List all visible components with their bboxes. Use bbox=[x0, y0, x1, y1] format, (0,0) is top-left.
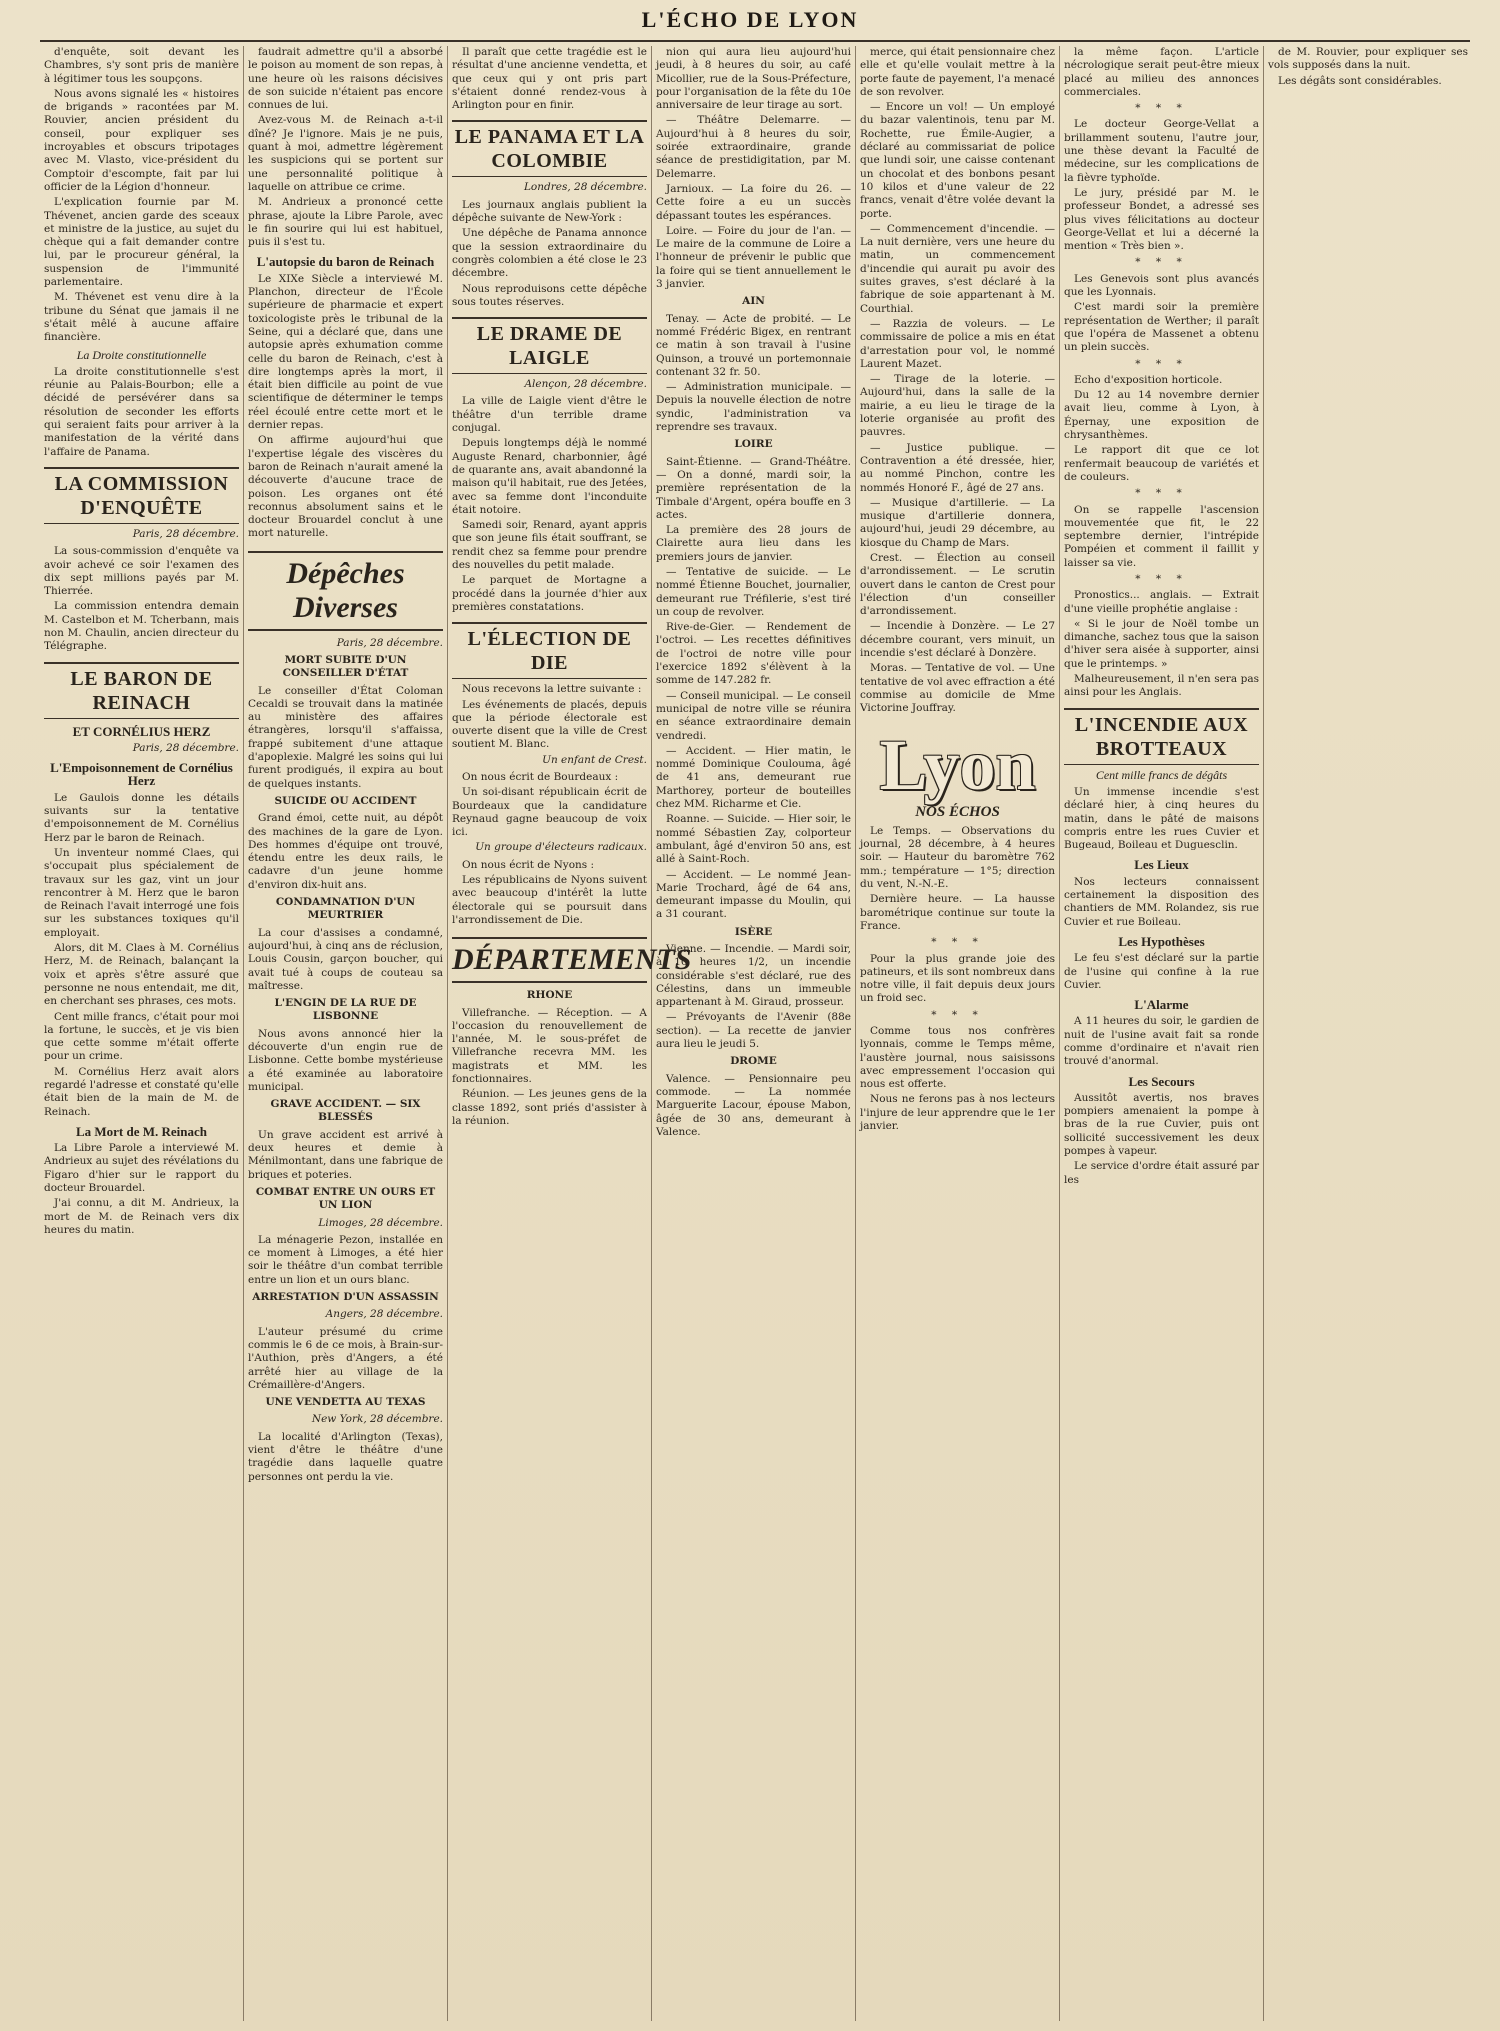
subhead: GRAVE ACCIDENT. — SIX BLESSÉS bbox=[270, 1098, 421, 1124]
subhead: MORT SUBITE D'UN CONSEILLER D'ÉTAT bbox=[282, 653, 409, 680]
paragraph: Il paraît que cette tragédie est le résultat d'une ancienne vendetta, et que ceux qui y ont pris part s'étaient donné rendez-vous à Arlington pour en finir. bbox=[452, 46, 647, 112]
paragraph: Le conseiller d'État Coloman Cecaldi se trouvait dans la matinée au ministère des affaires étrangères, lorsqu'il s'affaissa, frappé subitement d'une attaque d'apoplexie. Malgré les soins qui lui furent prodigués, il expira au bout de quelques instants. bbox=[248, 684, 443, 790]
headline-depeches: Dépêches Diverses bbox=[248, 551, 443, 631]
paragraph: — Théâtre Delemarre. — Aujourd'hui à 8 heures du soir, soirée extraordinaire, grande séance de prestidigitation, par M. Delemarre. bbox=[656, 114, 851, 180]
paragraph: — Conseil municipal. — Le conseil municipal de notre ville se réunira en séance extraordinaire demain vendredi. bbox=[656, 689, 851, 742]
paragraph: — Razzia de voleurs. — Le commissaire de police a mis en état d'arrestation pour vol, le nommé Laurent Mazet. bbox=[860, 317, 1055, 370]
paragraph: Le rapport dit que ce lot renfermait beaucoup de variétés et de couleurs. bbox=[1064, 444, 1259, 483]
paragraph: Pronostics... anglais. — Extrait d'une vieille prophétie anglaise : bbox=[1064, 589, 1259, 615]
paragraph: « Si le jour de Noël tombe un dimanche, sachez tous que la saison d'hiver sera aisée à supporter, ainsi que le printemps. » bbox=[1064, 617, 1259, 670]
paragraph: Le XIXe Siècle a interviewé M. Planchon, directeur de l'École supérieure de pharmacie et expert toxicologiste près le tribunal de la Seine, qui a déclaré que, dans une autopsie après exhumation comme celle du baron de Reinach, c'est à dire longtemps après la mort, il était bien difficile au point de vue scientifique de déterminer le temps réel écoulé entre cette mort et le dernier repas. bbox=[248, 272, 443, 432]
paragraph: — Accident. — Le nommé Jean-Marie Trochard, âgé de 64 ans, demeurant impasse du Moulin, qui a 31 courant. bbox=[656, 868, 851, 921]
paragraph: Les dégâts sont considérables. bbox=[1278, 74, 1442, 87]
paragraph: Aussitôt avertis, nos braves pompiers amenaient la pompe à bras de la rue Cuvier, puis ont sollicité successivement les deux pompes à vapeur. bbox=[1064, 1091, 1259, 1158]
paragraph: Une dépêche de Panama annonce que la session extraordinaire du congrès colombien a été close le 23 décembre. bbox=[452, 227, 647, 280]
paragraph: Grand émoi, cette nuit, au dépôt des machines de la gare de Lyon. Des hommes d'équipe ont trouvé, étendu entre les deux rails, le cadavre d'un jeune homme d'environ dix-huit ans. bbox=[248, 812, 443, 891]
paragraph: La Libre Parole a interviewé M. Andrieux au sujet des révélations du Figaro d'hier sur le rapport du docteur Brouardel. bbox=[44, 1142, 239, 1195]
paragraph: Le jury, présidé par M. le professeur Bondet, a adressé ses plus vives félicitations au docteur George-Vellat et lui a décerné la mention « Très bien ». bbox=[1064, 186, 1259, 253]
paragraph: Un soi-disant républicain écrit de Bourdeaux que la candidature Reynaud gagne beaucoup de voix ici. bbox=[452, 786, 647, 839]
paragraph: Loire. — Foire du jour de l'an. — Le maire de la commune de Loire a l'honneur de prévenir le public que la foire qui se tient annuellement le 3 janvier. bbox=[656, 224, 851, 291]
dateline: New York, 28 décembre. bbox=[311, 1413, 443, 1426]
subhead: ARRESTATION D'UN ASSASSIN bbox=[252, 1291, 439, 1304]
paragraph: Nous avons signalé les « histoires de brigands » racontées par M. Rouvier, ancien président du conseil, pour expliquer ses incroyables et obscurs tripotages avec M. Vlasto, vice-président du Comptoir d'escompte, fait par lui officier de la Légion d'honneur. bbox=[44, 87, 239, 193]
paragraph: Samedi soir, Renard, ayant appris que son jeune fils était souffrant, se rendit chez sa femme pour prendre des nouvelles du petit malade. bbox=[452, 519, 647, 572]
dateline: Limoges, 28 décembre. bbox=[318, 1216, 443, 1229]
paragraph: Les journaux anglais publient la dépêche suivante de New-York : bbox=[452, 198, 647, 225]
subhead: SUICIDE OU ACCIDENT bbox=[274, 794, 417, 807]
paragraph: Saint-Étienne. — Grand-Théâtre. — On a donné, mardi soir, la première représentation de la Timbale d'Argent, opéra bouffe en 3 actes. bbox=[656, 455, 851, 521]
paragraph: nion qui aura lieu aujourd'hui jeudi, à 8 heures du soir, au café Micollier, rue de la Sous-Préfecture, pour l'organisation de la fête du 10e anniversaire de leur tirage au sort. bbox=[656, 46, 851, 112]
paragraph: Rive-de-Gier. — Rendement de l'octroi. — Les recettes définitives de l'octroi de notre ville pour l'exercice 1892 s'élèvent à la somme de 147.282 fr. bbox=[656, 621, 851, 687]
columns bbox=[40, 46, 1472, 2021]
headline-election: L'ÉLECTION DE DIE bbox=[452, 622, 647, 679]
headline-commission: LA COMMISSION D'ENQUÊTE bbox=[44, 467, 239, 524]
column-5 bbox=[856, 46, 1060, 2021]
paragraph: On affirme aujourd'hui que l'expertise légale des viscères du baron de Reinach n'aurait amené la découverte d'aucune trace de poison. Les organes ont été reconnus absolument sains et le docteur Brouardel conclut à une mort naturelle. bbox=[248, 434, 443, 540]
paragraph: La cour d'assises a condamné, aujourd'hui, à cinq ans de réclusion, Louis Cousin, garçon boucher, qui avait tué à coups de couteau sa maîtresse. bbox=[248, 926, 443, 992]
paragraph: Moras. — Tentative de vol. — Une tentative de vol avec effraction a été commise au domicile de Mme Victorine Jouffray. bbox=[860, 662, 1055, 715]
paragraph: Réunion. — Les jeunes gens de la classe 1892, sont priés d'assister à la réunion. bbox=[452, 1088, 647, 1127]
section-title: Les Hypothèses bbox=[1118, 933, 1205, 949]
paragraph: — Tirage de la loterie. — Aujourd'hui, dans la salle de la mairie, a eu lieu le tirage de la loterie organisée au profit des pauvres. bbox=[860, 373, 1055, 439]
dateline: Paris, 28 décembre. bbox=[132, 527, 239, 540]
paragraph: — Incendie à Donzère. — Le 27 décembre courant, vers minuit, un incendie s'est déclaré à Donzère. bbox=[860, 620, 1055, 660]
paragraph: A 11 heures du soir, le gardien de nuit de l'usine avait fait sa ronde comme d'ordinaire et n'avait rien trouvé d'anormal. bbox=[1064, 1015, 1259, 1068]
paragraph: La sous-commission d'enquête va avoir achevé ce soir l'examen des dix sept millions payés par M. Thierrée. bbox=[44, 545, 239, 598]
paragraph: Nous avons annoncé hier la découverte d'un engin rue de Lisbonne. Cette bombe mystérieuse a été examinée au laboratoire municipal. bbox=[248, 1027, 443, 1093]
column-6 bbox=[1060, 46, 1264, 2021]
paragraph: d'enquête, soit devant les Chambres, s'y sont pris de manière à légitimer tous les soupçons. bbox=[44, 46, 239, 85]
subhead: UNE VENDETTA AU TEXAS bbox=[265, 1396, 426, 1409]
headline-reinach: LE BARON DE REINACH bbox=[44, 662, 239, 719]
column-3 bbox=[448, 46, 692, 2021]
separator: * * * bbox=[1135, 256, 1188, 269]
paragraph: La commission entendra demain M. Castelbon et M. Tcherbann, mais non M. Chaulin, ancien directeur du Télégraphe. bbox=[44, 600, 239, 653]
paragraph: Le Gaulois donne les détails suivants sur la tentative d'empoisonnement de M. Cornélius Herz par le baron de Reinach. bbox=[44, 791, 239, 844]
paragraph: Le Temps. — Observations du journal, 28 décembre, à 4 heures soir. — Hauteur du baromètre 762 mm.; température — 1°5; direction du vent, N.-N.-E. bbox=[860, 824, 1055, 891]
subheadline: ET CORNÉLIUS HERZ bbox=[72, 723, 211, 739]
paragraph: la même façon. L'article nécrologique serait peut-être mieux placé au milieu des annonces commerciales. bbox=[1064, 46, 1259, 98]
paragraph: — Justice publique. — Contravention a été dressée, hier, au nommé Pinchon, contre les nommés Honoré F., âgé de 27 ans. bbox=[860, 441, 1055, 494]
separator: * * * bbox=[1135, 102, 1188, 115]
paragraph: On nous écrit de Nyons : bbox=[462, 858, 595, 871]
dateline: Alençon, 28 décembre. bbox=[524, 378, 647, 391]
subheadline: Cent mille francs de dégâts bbox=[1095, 767, 1228, 782]
paragraph: Les Genevois sont plus avancés que les Lyonnais. bbox=[1064, 272, 1259, 299]
paragraph: — Accident. — Hier matin, le nommé Dominique Coulouma, âgé de 41 ans, demeurant rue Marthorey, porteur de bouteilles chez MM. Richarme et Cie. bbox=[656, 744, 851, 811]
paragraph: — Prévoyants de l'Avenir (88e section). — La recette de janvier aura lieu le jeudi 5. bbox=[656, 1011, 851, 1051]
paragraph: — Commencement d'incendie. — La nuit dernière, vers une heure du matin, un commencement d'incendie qui aurait pu avoir des suites graves, s'est déclaré à la fabrique de soie appartenant à M. Courthial. bbox=[860, 222, 1055, 315]
masthead: L'ÉCHO DE LYON bbox=[641, 7, 859, 32]
section-title: Les Secours bbox=[1128, 1073, 1195, 1089]
paragraph: La ville de Laigle vient d'être le théâtre d'un terrible drame conjugal. bbox=[452, 395, 647, 435]
paragraph: Nous reproduisons cette dépêche sous toutes réserves. bbox=[452, 282, 647, 308]
paragraph: Le service d'ordre était assuré par les bbox=[1064, 1160, 1259, 1186]
paragraph: Avez-vous M. de Reinach a-t-il dîné? Je l'ignore. Mais je ne puis, quant à moi, admettre légèrement les suspicions qui se portent sur une personnalité politique à laquelle on attribue ce crime. bbox=[248, 114, 443, 193]
separator: * * * bbox=[1135, 357, 1188, 370]
paragraph: Un inventeur nommé Claes, qui s'occupait plus spécialement de travaux sur les gaz, vint un jour rencontrer à M. Herz que le baron de Reinach l'avait interrogé une fois sur les substances toxiques qu'il employait. bbox=[44, 846, 239, 939]
paragraph: On nous écrit de Bourdeaux : bbox=[462, 770, 619, 783]
paragraph: Crest. — Élection au conseil d'arrondissement. — Le scrutin ouvert dans le canton de Crest pour l'élection d'un conseiller d'arrondissement. bbox=[860, 551, 1055, 618]
subhead: CONDAMNATION D'UN MEURTRIER bbox=[275, 896, 416, 922]
paragraph: Tenay. — Acte de probité. — Le nommé Frédéric Bigex, en rentrant ce matin à son travail à l'usine Quinson, a trouvé un portemonnaie contenant 32 fr. 50. bbox=[656, 312, 851, 378]
paragraph: Roanne. — Suicide. — Hier soir, le nommé Sébastien Zay, colporteur ambulant, âgé d'environ 50 ans, est allé à Saint-Roch. bbox=[656, 813, 851, 866]
paragraph: Le feu s'est déclaré sur la partie de l'usine qui confine à la rue Cuvier. bbox=[1064, 952, 1259, 991]
separator: * * * bbox=[931, 1008, 984, 1021]
paragraph: M. Thévenet est venu dire à la tribune du Sénat que jamais il ne s'était mêlé à aucune affaire financière. bbox=[44, 291, 239, 344]
section-title: La Mort de M. Reinach bbox=[75, 1123, 208, 1139]
paragraph: Cent mille francs, c'était pour moi la fortune, le succès, et je vis bien que cette somme m'était offerte pour un crime. bbox=[44, 1010, 239, 1063]
paragraph: merce, qui était pensionnaire chez elle et qu'elle voulait mettre à la porte faute de payement, l'a menacé de son revolver. bbox=[860, 46, 1055, 98]
column-1 bbox=[40, 46, 244, 2021]
paragraph: M. Cornélius Herz avait alors regardé l'adresse et constaté qu'elle était bien de la main de M. de Reinach. bbox=[44, 1065, 239, 1118]
paragraph: Alors, dit M. Claes à M. Cornélius Herz, M. de Reinach, balançant la voix et après s'être assuré que personne ne nous entendait, me dit, en cherchant ses phrases, ces mots. bbox=[44, 942, 239, 1008]
paragraph: On se rappelle l'ascension mouvementée que fit, le 22 septembre dernier, l'intrépide Pompéien et comment il faillit y laisser sa vie. bbox=[1064, 503, 1259, 569]
paragraph: Le parquet de Mortagne a procédé dans la journée d'hier aux premières constatations. bbox=[452, 574, 647, 613]
section-title: L'Empoisonnement de Cornélius Herz bbox=[50, 760, 233, 789]
paragraph: Dernière heure. — La hausse barométrique continue sur toute la France. bbox=[860, 893, 1055, 932]
headline-departements: DÉPARTEMENTS bbox=[452, 937, 647, 983]
paragraph: — Musique d'artillerie. — La musique d'artillerie donnera, aujourd'hui, jeudi 29 décembre, au kiosque du Champ de Mars. bbox=[860, 496, 1055, 549]
dateline: Angers, 28 décembre. bbox=[325, 1308, 443, 1321]
separator: * * * bbox=[1135, 572, 1188, 585]
paragraph: La droite constitutionnelle s'est réunie au Palais-Bourbon; elle a décidé de persévérer dans sa résolution de seconder les efforts qui seraient faits pour arriver à la manifestation de la vérité dans l'affaire de Panama. bbox=[44, 365, 239, 458]
paragraph: C'est mardi soir la première représentation de Werther; il paraît que l'opéra de Massenet a obtenu un plein succès. bbox=[1064, 301, 1259, 354]
paragraph: M. Andrieux a prononcé cette phrase, ajoute la Libre Parole, avec le fin sourire qui lui est habituel, puis il s'est tu. bbox=[248, 196, 443, 249]
signature: Un groupe d'électeurs radicaux. bbox=[475, 841, 647, 854]
separator: * * * bbox=[1135, 487, 1188, 500]
paragraph: Echo d'exposition horticole. bbox=[1074, 373, 1223, 386]
headline-incendie: L'INCENDIE AUX BROTTEAUX bbox=[1064, 708, 1259, 765]
paragraph: Nous recevons la lettre suivante : bbox=[462, 683, 642, 696]
region-label: DROME bbox=[730, 1055, 777, 1068]
paragraph: Villefranche. — Réception. — A l'occasion du renouvellement de l'année, M. le sous-préfet de Villefranche recevra MM. les magistrats et MM. les fonctionnaires. bbox=[452, 1006, 647, 1086]
paragraph: Le docteur George-Vellat a brillamment soutenu, l'autre jour, une thèse devant la Faculté de médecine, sur les complications de la fièvre typhoïde. bbox=[1064, 118, 1259, 184]
masthead-rule bbox=[40, 40, 1470, 42]
paragraph: Comme tous nos confrères lyonnais, comme le Temps même, l'austère journal, nous saisissons avec empressement l'occasion qui nous est offerte. bbox=[860, 1025, 1055, 1091]
region-label: ISÈRE bbox=[734, 925, 773, 938]
paragraph: Du 12 au 14 novembre dernier avait lieu, comme à Lyon, à Épernay, une exposition de chrysanthèmes. bbox=[1064, 389, 1259, 442]
paragraph: Nous ne ferons pas à nos lecteurs l'injure de leur apprendre que le 1er janvier. bbox=[860, 1093, 1055, 1133]
paragraph: Vienne. — Incendie. — Mardi soir, à 10 heures 1/2, un incendie considérable s'est déclaré, rue des Célestins, dans un immeuble appartenant à M. Giraud, prosseur. bbox=[656, 943, 851, 1009]
paragraph: — Tentative de suicide. — Le nommé Étienne Bouchet, journalier, demeurant rue Tréfilerie, s'est tiré un coup de revolver. bbox=[656, 565, 851, 618]
region-label: LOIRE bbox=[734, 438, 773, 451]
paragraph: L'explication fournie par M. Thévenet, ancien garde des sceaux et ministre de la justice, au sujet du chèque qui a fait demander contre lui, par le procureur général, la suspension de l'immunité parlementaire. bbox=[44, 196, 239, 289]
column-7 bbox=[1264, 46, 1472, 2021]
paragraph: Jarnioux. — La foire du 26. — Cette foire a eu un succès dépassant toutes les espérances. bbox=[656, 182, 851, 222]
dateline: Paris, 28 décembre. bbox=[132, 741, 239, 754]
paragraph: J'ai connu, a dit M. Andrieux, la mort de M. de Reinach vers dix heures du matin. bbox=[44, 1197, 239, 1236]
paragraph: — Administration municipale. — Depuis la nouvelle élection de notre syndic, l'administration va reprendre ses travaux. bbox=[656, 381, 851, 434]
paragraph: Les événements de placés, depuis que la période électorale est ouverte disent que la ville de Crest soutient M. Blanc. bbox=[452, 698, 647, 751]
lyon-masthead: Lyon bbox=[879, 724, 1036, 805]
paragraph: Un grave accident est arrivé à deux heures et demie à Ménilmontant, dans une fabrique de briques et poteries. bbox=[248, 1128, 443, 1181]
headline-laigle: LE DRAME DE LAIGLE bbox=[452, 317, 647, 374]
subhead: L'ENGIN DE LA RUE DE LISBONNE bbox=[274, 997, 417, 1023]
paragraph: Malheureusement, il n'en sera pas ainsi pour les Anglais. bbox=[1064, 673, 1259, 699]
paragraph: de M. Rouvier, pour expliquer ses vols supposés dans la nuit. bbox=[1268, 46, 1468, 72]
region-label: AIN bbox=[742, 295, 765, 308]
dateline: Paris, 28 décembre. bbox=[336, 636, 443, 649]
section-title: L'autopsie du baron de Reinach bbox=[256, 254, 435, 270]
paragraph: faudrait admettre qu'il a absorbé le poison au moment de son repas, à une heure où les raisons décisives de son suicide n'étaient pas encore connues de lui. bbox=[248, 46, 443, 112]
paragraph: Les républicains de Nyons suivent avec beaucoup d'intérêt la lutte électorale qui se poursuit dans l'arrondissement de Die. bbox=[452, 874, 647, 926]
signature: Un enfant de Crest. bbox=[542, 753, 647, 766]
paragraph: La localité d'Arlington (Texas), vient d'être le théâtre d'une tragédie dans laquelle quatre personnes ont perdu la vie. bbox=[248, 1430, 443, 1483]
subhead: COMBAT ENTRE UN OURS ET UN LION bbox=[255, 1185, 436, 1212]
paragraph: L'auteur présumé du crime commis le 6 de ce mois, à Brain-sur-l'Authion, près d'Angers, a été arrêté hier au village de la Crémaillère-d'Angers. bbox=[248, 1325, 443, 1391]
paragraph: Pour la plus grande joie des patineurs, et ils sont nombreux dans notre ville, il fait depuis deux jours un froid sec. bbox=[860, 952, 1055, 1005]
paragraph: Nos lecteurs connaissent certainement la disposition des chantiers de MM. Rolandez, sis rue Cuvier et rue Boileau. bbox=[1064, 875, 1259, 928]
headline-panama: LE PANAMA ET LA COLOMBIE bbox=[452, 120, 647, 177]
column-4 bbox=[652, 46, 856, 2021]
region-label: RHONE bbox=[526, 989, 573, 1002]
separator: * * * bbox=[931, 936, 984, 949]
dateline: Londres, 28 décembre. bbox=[523, 181, 647, 194]
paragraph: Valence. — Pensionnaire peu commode. — La nommée Marguerite Lacour, épouse Mabon, âgée de 30 ans, demeurant à Valence. bbox=[656, 1072, 851, 1138]
byline: La Droite constitutionnelle bbox=[76, 347, 207, 362]
section-title: L'Alarme bbox=[1134, 997, 1189, 1013]
nos-echos-title: NOS ÉCHOS bbox=[915, 803, 1000, 820]
paragraph: La ménagerie Pezon, installée en ce moment à Limoges, a été hier soir le théâtre d'un combat terrible entre un lion et un ours blanc. bbox=[248, 1233, 443, 1286]
paragraph: — Encore un vol! — Un employé du bazar valentinois, tenu par M. Rochette, rue Émile-Augier, a déclaré au commissariat de police que lundi soir, une caisse contenant un chocolat et des bonbons pesant 10 kilos et d'une valeur de 22 francs, venait d'être volée devant la porte. bbox=[860, 101, 1055, 220]
paragraph: La première des 28 jours de Clairette aura lieu dans les premiers jours de janvier. bbox=[656, 524, 851, 563]
paragraph: Depuis longtemps déjà le nommé Auguste Renard, charbonnier, âgé de quarante ans, avait abandonné la maison qu'il habitait, rue des Jetées, avec sa femme dont l'inconduite était notoire. bbox=[452, 437, 647, 516]
column-2 bbox=[244, 46, 448, 2021]
paragraph: Un immense incendie s'est déclaré hier, à cinq heures du matin, dans le pâté de maisons compris entre les rues Cuvier et Bugeaud, Boileau et Duguesclin. bbox=[1064, 785, 1259, 852]
section-title: Les Lieux bbox=[1134, 857, 1189, 873]
